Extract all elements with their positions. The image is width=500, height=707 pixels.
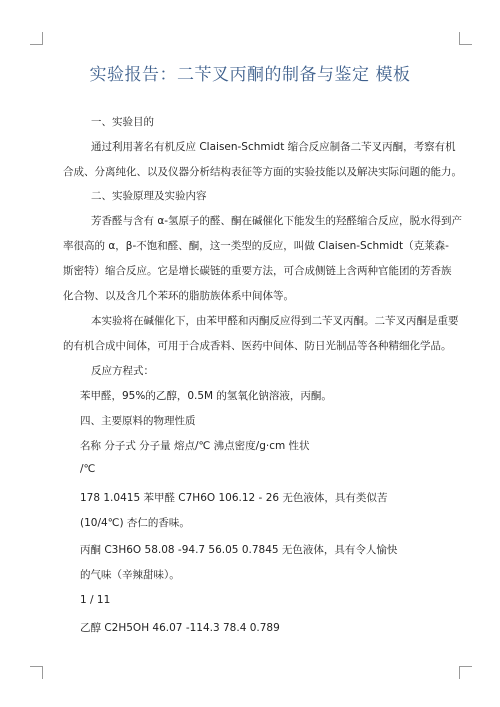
reagent-list: 苯甲醛，95%的乙醇，0.5M 的氢氧化钠溶液，丙酮。 [80,390,332,402]
paragraph-line: 本实验将在碱催化下，由苯甲醛和丙酮反应得到二苄叉丙酮。二苄叉丙酮是重要 [91,315,459,327]
document-title: 实验报告：二苄叉丙酮的制备与鉴定 模板 [89,65,411,85]
crop-mark-top-right [459,32,472,45]
paragraph-line: 化合物、以及含几个苯环的脂肪族体系中间体等。 [63,290,294,302]
table-row-benzaldehyde: 178 1.0415 苯甲醛 C7H6O 106.12 - 26 无色液体，具有类似苦 [80,492,388,504]
crop-mark-bottom-left [30,666,43,679]
paragraph-line: 芳香醛与含有 α-氢原子的醛、酮在碱催化下能发生的羟醛缩合反应，脱水得到产 [91,215,463,227]
paragraph-line: 的有机合成中间体，可用于合成香料、医药中间体、防日光制品等各种精细化学品。 [63,340,452,352]
section-heading-purpose: 一、实验目的 [91,116,154,128]
paragraph-line: 斯密特）缩合反应。它是增长碳链的重要方法，可合成侧链上含两种官能团的芳香族 [63,265,452,277]
crop-mark-bottom-right [459,666,472,679]
table-row-benzaldehyde-cont: (10/4℃) 杏仁的香味。 [80,517,190,529]
section-heading-properties: 四、主要原料的物理性质 [80,415,196,427]
paragraph-line: 率很高的 α，β-不饱和醛、酮，这一类型的反应，叫做 Claisen-Schmidt（克莱森- [63,240,449,252]
table-row-acetone: 丙酮 C3H6O 58.08 -94.7 56.05 0.7845 无色液体，具有令人愉快 [80,544,398,556]
paragraph-line: 合成、分离纯化、以及仪器分析结构表征等方面的实验技能以及解决实际问题的能力。 [63,166,462,178]
crop-mark-top-left [30,32,43,45]
paragraph-line: 通过利用著名有机反应 Claisen-Schmidt 缩合反应制备二苄叉丙酮，考察有机 [91,141,456,153]
table-row-ethanol: 乙醇 C2H5OH 46.07 -114.3 78.4 0.789 [80,622,280,634]
page-number: 1 / 11 [80,594,111,606]
section-heading-principle: 二、实验原理及实验内容 [91,190,207,202]
table-header-row: 名称 分子式 分子量 熔点/℃ 沸点密度/g·cm 性状 [80,440,310,452]
table-header-unit: /℃ [80,463,96,475]
table-row-acetone-cont: 的气味（辛辣甜味）。 [80,569,180,581]
reaction-equation-label: 反应方程式： [91,365,154,377]
